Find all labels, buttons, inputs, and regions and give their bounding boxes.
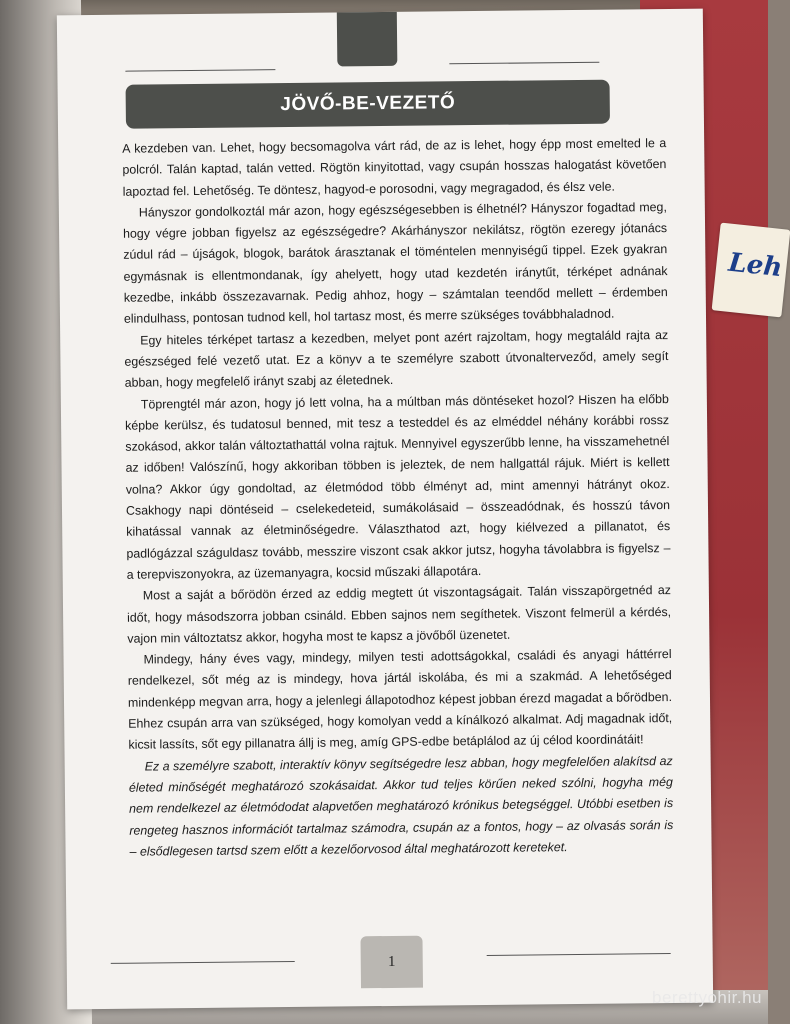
paragraph: Egy hiteles térképet tartasz a kezedben, melyet pont azért rajzoltam, hogy megtaláld rajta az egészséged felé vezető utat. Ez a könyv a te személyre szabott útvonalterveződ, amely segít abban, hogy megfelelő irányt szabj az életednek. bbox=[124, 327, 669, 390]
paragraph: Most a saját a bőrödön érzed az eddig megtett út viszontagságait. Talán visszapörgetnéd az időt, hogy másodszorra jobban csináld. Ebben sajnos nem segíthetek. Viszont felmerül a kérdés, vajon min változtatsz akkor, hogyha most te kapsz a jövőből üzenetet. bbox=[127, 583, 672, 646]
header-rule-right bbox=[449, 62, 599, 65]
page-number: 1 bbox=[387, 953, 396, 970]
paragraph-italic: Ez a személyre szabott, interaktív könyv segítségedre lesz abban, hogy megfelelően alakítsd az életed minőségét meghatározó szokásaidat. Akkor tud teljes körűen neked szólni, hogyha még nem rendelkezel az életmódodat alapvetően meghatározó krónikus betegséggel. Utóbbi esetben is rengeteg hasznos információt tartalmaz számodra, csupán az a fontos, hogy – az olvasás során is – elsődlegesen tartsd szem előtt a kezelőorvosod által meghatározott kereteket. bbox=[128, 753, 674, 859]
paragraph: Hányszor gondolkoztál már azon, hogy egészségesebben is élhetnél? Hányszor fogadtad meg, hogy végre jobban figyelsz az egészségedre? Akárhányszor nekilátsz, rögtön ezeregy jótanács zúdul rád – újságok, blogok, barátok árasztanak el töméntelen mennyiségű tippel. Ezek gyakran egymásnak is ellentmondanak, így ahelyett, hogy utad kezdetén iránytűt, térképet adnának kezedbe, inkább összezavarnak. Pedig ahhoz, hogy – számtalan teendőd mellett – érdemben elindulhass, pontosan tudnod kell, hol tartasz most, és merre szükséges továbbhaladnod. bbox=[123, 199, 668, 327]
bookmark-text: Leh bbox=[727, 247, 784, 284]
chapter-title-bar bbox=[126, 80, 610, 129]
bookmark-card bbox=[712, 223, 790, 318]
paragraph: Mindegy, hány éves vagy, mindegy, milyen testi adottságokkal, családi és anyagi háttérrel rendelkezel, sőt még az is mindegy, hova jártál iskolába, és mi a szakmád. A lehetőséged mindenképp megvan arra, hogy a jelenlegi állapotodhoz képest jobban érezd magadat a bőrödben. Ehhez csupán arra van szükséged, hogy komolyan vedd a kínálkozó alkalmat. Adj magadnak időt, kicsit lassíts, sőt egy pillanatra állj is meg, amíg GPS-edbe betáplálod az új célod koordinátáit! bbox=[127, 647, 673, 753]
paragraph: Töprengtél már azon, hogy jó lett volna, ha a múltban más döntéseket hozol? Hiszen ha előbb képbe kerülsz, és tudatosul benned, mit tesz a testeddel és az elméddel néhány korábbi rossz szokásod, akkor talán változtathattál volna rajtuk. Mennyivel egyszerűbb lenne, ha visszamehetnél az időben! Valószínű, hogy akkoriban többen is jeleztek, de nem hallgattál rájuk. Miért is kellett volna? Akkor úgy gondoltad, az életmódod több élményt ad, mint amennyi hátrányt okoz. Csakhogy napi döntéseid – cselekedeteid, sumákolásaid – összeadódnak, és hosszú távon kihatással vannak az életminőségedre. Választhatod azt, hogy kiélvezed a pillanatot, és padlógázzal száguldasz tovább, messzire viszont csak akkor jutsz, hogyha távolabbra is figyelsz – a terepviszonyokra, az üzemanyagra, kocsid műszaki állapotára. bbox=[125, 391, 671, 582]
header-rule-left bbox=[125, 69, 275, 72]
watermark: berettyohir.hu bbox=[652, 988, 763, 1007]
book-page bbox=[57, 9, 713, 1010]
top-tab-decoration bbox=[337, 12, 398, 67]
footer-rule-left bbox=[111, 961, 295, 964]
footer-rule-right bbox=[487, 953, 671, 956]
chapter-title: JÖVŐ-BE-VEZETŐ bbox=[280, 92, 456, 116]
paragraph: A kezdeben van. Lehet, hogy becsomagolva várt rád, de az is lehet, hogy épp most emelted le a polcról. Talán kaptad, talán vetted. Rögtön kinyitottad, vagy csupán hosszas halogatást követően lapoztad fel. Lehetőség. Te döntesz, hagyod-e porosodni, vagy megragadod, és élsz vele. bbox=[122, 136, 667, 199]
page-number-tab bbox=[360, 936, 423, 989]
body-text bbox=[122, 133, 674, 863]
